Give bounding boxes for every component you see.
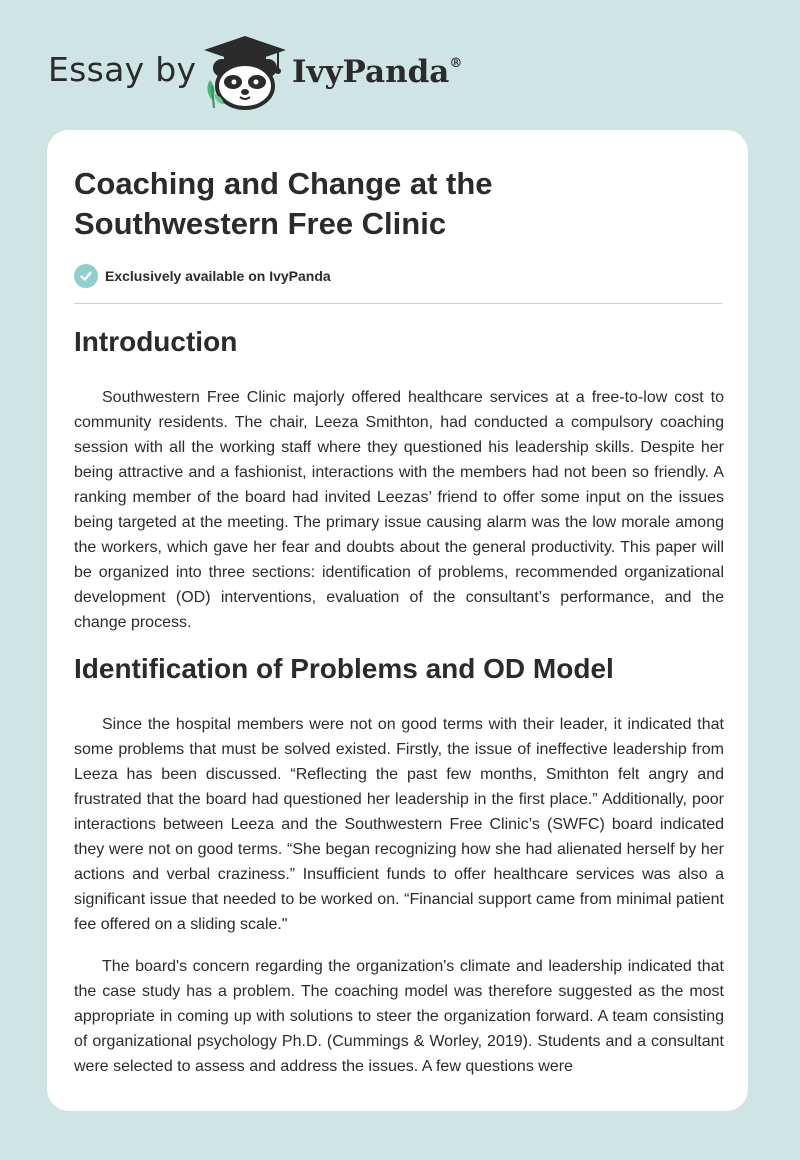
divider [74, 303, 722, 304]
site-header [48, 32, 608, 112]
essay-card [47, 130, 748, 1111]
paragraph: The board's concern regarding the organization's climate and leadership indicated that the case study has a problem. The coaching model was therefore suggested as the most appropriate in coming up with solutions to steer the organization forward. A team consisting of organizational psychology Ph.D. (Cummings & Worley, 2019). Students and a consultant were selected to assess and address the issues. A few questions were [74, 958, 724, 1075]
paragraph: Southwestern Free Clinic majorly offered healthcare services at a free-to-low cost to community residents. The chair, Leeza Smithton, had conducted a compulsory coaching session with all the working staff where they questioned his leadership skills. Despite her being attractive and a fashionist, interactions with the members had not been so friendly. A ranking member of the board had invited Leezas’ friend to offer some input on the issues being targeted at the meeting. The primary issue causing alarm was the low morale among the workers, which gave her fear and doubts about the general productivity. This paper will be organized into three sections: identification of problems, recommended organizational development (OD) interventions, evaluation of the consultant’s performance, and the change process. [74, 389, 724, 631]
page-title: Coaching and Change at the Southwestern Free Clinic [74, 166, 493, 241]
brand-name[interactable]: IvyPanda® [292, 54, 463, 90]
registered-mark: ® [449, 55, 463, 71]
panda-logo-icon[interactable] [200, 34, 290, 110]
section-heading-identification: Identification of Problems and OD Model [74, 653, 614, 684]
exclusive-badge [74, 264, 331, 288]
badge-label: Exclusively available on IvyPanda [105, 268, 331, 284]
essay-by-label: Essay by [48, 50, 197, 89]
check-icon [74, 264, 98, 288]
section-heading-introduction: Introduction [74, 326, 238, 357]
paragraph: Since the hospital members were not on good terms with their leader, it indicated that some problems that must be solved existed. Firstly, the issue of ineffective leadership from Leeza has been discussed. “Reflecting the past few months, Smithton felt angry and frustrated that the board had questioned her leadership in the first place.” Additionally, poor interactions between Leeza and the Southwestern Free Clinic’s (SWFC) board indicated they were not on good terms. “She began recognizing how she had alienated herself by her actions and verbal craziness.” Insufficient funds to offer healthcare services was also a significant issue that needed to be worked on. “Financial support came from minimal patient fee offered on a sliding scale." [74, 716, 724, 933]
